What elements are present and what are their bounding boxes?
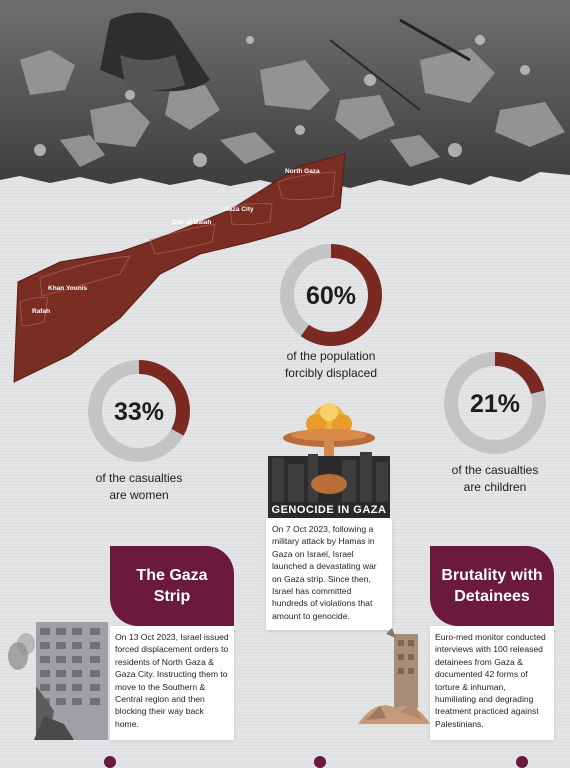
gaza-strip-card — [110, 626, 234, 740]
decorative-dot — [516, 756, 528, 768]
caption-children-line1: of the casualties — [451, 463, 539, 477]
caption-children-line2: are children — [463, 480, 527, 494]
detainees-title-line2: Detainees — [454, 588, 530, 605]
gaza-strip-text: On 13 Oct 2023, Israel issued forced displacement orders to residents of North Gaza & Gaza City. Instructing them to move to the Southern & Central region and then blocking their way back home. — [115, 632, 229, 729]
caption-displaced — [256, 348, 406, 382]
map-label-khan-younis: Khan Younis — [48, 285, 88, 292]
donut-women — [84, 356, 194, 466]
donut-children — [440, 348, 550, 458]
detainees-text: Euro-med monitor conducted interviews with 100 released detainees from Gaza & documented 42 forms of torture & inhuman, humiliating and degrading treatment practiced against Palestinians. — [435, 632, 546, 729]
damaged-building-photo — [4, 616, 112, 746]
decorative-dot — [314, 756, 326, 768]
caption-women-line1: of the casualties — [95, 471, 183, 485]
explosion-photo — [268, 398, 390, 510]
detainees-card — [430, 626, 554, 740]
detainees-title — [430, 546, 554, 626]
ruined-building-photo — [356, 628, 432, 728]
map-label-gaza-city: Gaza City — [224, 206, 254, 213]
donut-value-displaced: 60% — [305, 282, 357, 310]
gaza-strip-title — [110, 546, 234, 626]
caption-children — [420, 462, 570, 496]
gaza-strip-title-line1: The Gaza — [136, 567, 208, 584]
map-label-dair-al-balah: Dair al Balah — [172, 219, 212, 226]
donut-value-women: 33% — [113, 398, 165, 426]
decorative-dot — [104, 756, 116, 768]
caption-displaced-line1: of the population — [286, 349, 376, 363]
detainees-title-line1: Brutality with — [441, 567, 543, 584]
map-label-north-gaza: North Gaza — [285, 168, 320, 175]
genocide-card — [266, 518, 392, 630]
caption-displaced-line2: forcibly displaced — [284, 366, 378, 380]
map-label-rafah: Rafah — [32, 308, 51, 315]
caption-women-line2: are women — [109, 488, 169, 502]
donut-value-children: 21% — [469, 390, 521, 418]
gaza-strip-title-line2: Strip — [153, 588, 191, 605]
genocide-text: On 7 Oct 2023, following a military attack by Hamas in Gaza on Israel, Israel launched a devastating war on Gaza strip. Since then, Israel has committed hundreds of violations that amount to genocide. — [272, 524, 377, 621]
caption-women — [64, 470, 214, 504]
donut-displaced — [276, 240, 386, 350]
genocide-banner: GENOCIDE IN GAZA — [268, 502, 390, 518]
